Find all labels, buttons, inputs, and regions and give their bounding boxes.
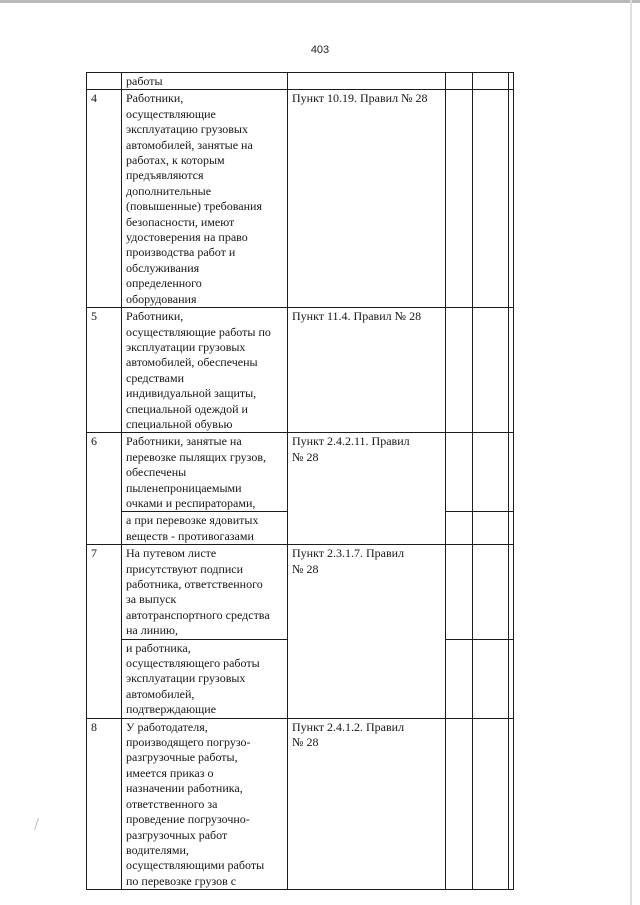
cell-reference: [288, 545, 446, 718]
requirement-line: специальной обувью: [126, 416, 233, 431]
requirement-line: предъявляются: [126, 168, 204, 183]
cell-reference: [288, 308, 446, 433]
cell-requirement: [122, 545, 288, 639]
cell-reference-empty: [288, 73, 446, 90]
cell-answer-yes: [446, 545, 473, 639]
reference-line: Пункт 2.4.2.11. Правил: [292, 434, 410, 449]
cell-answer-na: [509, 512, 514, 545]
cell-answer-no: [473, 90, 509, 308]
requirement-line: перевозке пылящих грузов,: [126, 449, 267, 464]
reference-line: Пункт 11.4. Правил № 28: [292, 309, 422, 324]
cell-number: 5: [87, 308, 122, 433]
table-row: [87, 308, 514, 433]
requirement-line: работах, к которым: [126, 153, 225, 168]
requirement-line: определенного: [126, 276, 202, 291]
requirement-line: осуществляющие: [126, 106, 216, 121]
requirement-line: ответственного за: [126, 796, 218, 811]
requirement-line: обслуживания: [126, 260, 200, 275]
cell-answer-na: [509, 545, 514, 639]
cell-number-empty: [87, 73, 122, 90]
cell-answer-yes: [446, 433, 473, 512]
requirement-line: осуществляющего работы: [126, 656, 260, 671]
cell-answer-no: [473, 639, 509, 718]
requirement-line: водителями,: [126, 842, 189, 857]
cell-answer-yes: [446, 512, 473, 545]
requirement-line: осуществляющими работы: [126, 858, 265, 873]
requirement-line: разгрузочных работ: [126, 827, 228, 842]
cell-answer-na: [509, 433, 514, 512]
cell-answer-yes: [446, 73, 473, 90]
requirement-line: производящего погрузо-: [126, 735, 251, 750]
requirement-line: на линию,: [126, 623, 178, 638]
requirement-line: за выпуск: [126, 592, 177, 607]
cell-requirement: [122, 718, 288, 889]
cell-requirement: [122, 512, 288, 545]
requirement-line: присутствуют подписи: [126, 561, 244, 576]
requirement-line: эксплуатацию грузовых: [126, 122, 248, 137]
reference-line: Пункт 10.19. Правил № 28: [292, 91, 428, 106]
requirement-line: дополнительные: [126, 183, 212, 198]
cell-requirement: [122, 433, 288, 512]
requirement-line: автомобилей, обеспечены: [126, 355, 258, 370]
cell-answer-yes: [446, 308, 473, 433]
requirement-line: веществ - противогазами: [126, 528, 254, 543]
table-row: [87, 90, 514, 308]
requirement-line: специальной одеждой и: [126, 401, 248, 416]
requirement-line: Работники, занятые на: [126, 434, 242, 449]
table-row: [87, 545, 514, 639]
cell-answer-yes: [446, 639, 473, 718]
requirement-line: эксплуатации грузовых: [126, 339, 246, 354]
scan-artifact: [34, 818, 39, 830]
requirement-line: и работника,: [126, 640, 191, 655]
requirement-line: (повышенные) требования: [126, 199, 262, 214]
requirement-line: разгрузочные работы,: [126, 750, 238, 765]
page-number: 403: [310, 44, 330, 56]
cell-number: 4: [87, 90, 122, 308]
requirement-line: автотранспортного средства: [126, 607, 270, 622]
reference-line: Пункт 2.3.1.7. Правил: [292, 546, 405, 561]
cell-requirement: [122, 73, 288, 90]
requirement-line: Работники,: [126, 309, 184, 324]
reference-line: № 28: [292, 449, 319, 464]
cell-number: 8: [87, 718, 122, 889]
requirement-line: осуществляющие работы по: [126, 324, 271, 339]
cell-reference: [288, 90, 446, 308]
requirement-line: производства работ и: [126, 245, 236, 260]
cell-number: 6: [87, 433, 122, 545]
requirement-line: работы: [126, 74, 163, 88]
requirement-line: безопасности, имеют: [126, 214, 235, 229]
reference-line: Пункт 2.4.1.2. Правил: [292, 719, 405, 734]
cell-answer-yes: [446, 90, 473, 308]
page-top-rule: [0, 0, 640, 3]
requirement-line: работника, ответственного: [126, 577, 263, 591]
cell-answer-yes: [446, 718, 473, 889]
requirements-table: [86, 72, 514, 890]
requirement-line: Работники,: [126, 91, 184, 106]
requirement-line: проведение погрузочно-: [126, 812, 250, 827]
cell-answer-no: [473, 73, 509, 90]
requirement-line: индивидуальной защиты,: [126, 386, 257, 401]
requirement-line: удостоверения на право: [126, 230, 248, 245]
requirement-line: назначении работника,: [126, 781, 243, 796]
reference-line: № 28: [292, 561, 319, 576]
page-edge-shadow: [630, 0, 632, 905]
cell-answer-na: [509, 718, 514, 889]
table-row: [87, 718, 514, 889]
requirement-line: обеспечены: [126, 465, 187, 480]
cell-answer-no: [473, 718, 509, 889]
cell-answer-na: [509, 90, 514, 308]
requirement-line: У работодателя,: [126, 719, 208, 734]
table-row-continuation: [87, 73, 514, 90]
requirement-line: а при перевозке ядовитых: [126, 513, 259, 528]
requirement-line: оборудования: [126, 291, 197, 306]
cell-answer-no: [473, 545, 509, 639]
requirement-line: подтверждающие: [126, 702, 217, 717]
requirement-line: автомобилей, занятые на: [126, 137, 253, 152]
requirement-line: эксплуатации грузовых: [126, 671, 246, 686]
cell-answer-na: [509, 73, 514, 90]
requirement-line: пыленепроницаемыми: [126, 480, 242, 495]
requirement-line: автомобилей,: [126, 686, 195, 701]
requirement-line: очками и респираторами,: [126, 495, 256, 510]
cell-answer-no: [473, 308, 509, 433]
cell-answer-na: [509, 639, 514, 718]
cell-answer-no: [473, 512, 509, 545]
cell-number: 7: [87, 545, 122, 718]
cell-answer-na: [509, 308, 514, 433]
cell-reference: [288, 718, 446, 889]
cell-requirement: [122, 308, 288, 433]
cell-reference: [288, 433, 446, 545]
cell-answer-no: [473, 433, 509, 512]
requirement-line: имеется приказ о: [126, 765, 214, 780]
cell-requirement: [122, 639, 288, 718]
reference-line: № 28: [292, 735, 319, 750]
requirement-line: На путевом листе: [126, 546, 217, 561]
table-row: [87, 433, 514, 512]
requirement-line: средствами: [126, 370, 185, 385]
cell-requirement: [122, 90, 288, 308]
requirement-line: по перевозке грузов с: [126, 873, 237, 888]
